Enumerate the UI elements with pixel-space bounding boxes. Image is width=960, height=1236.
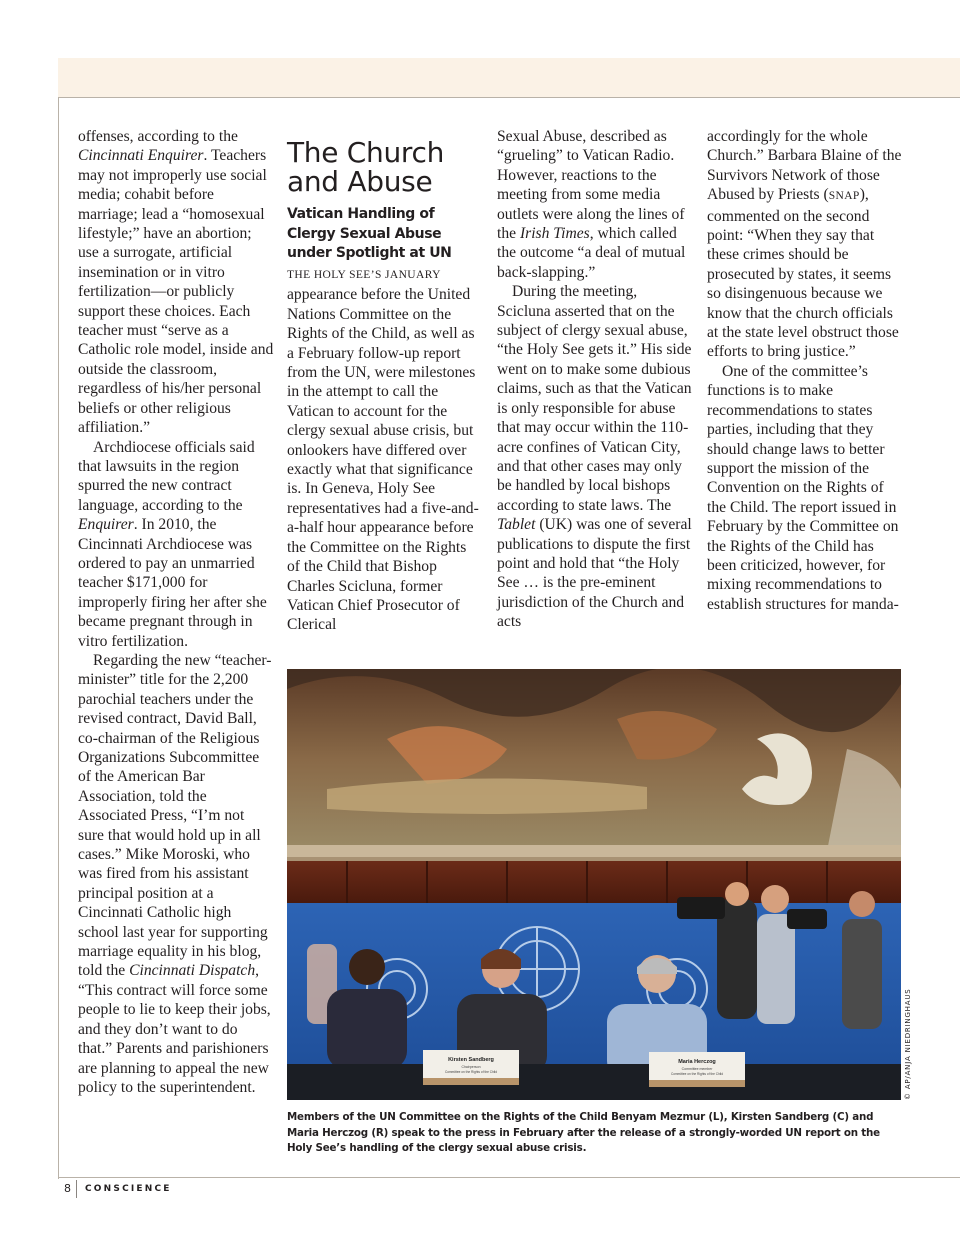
publication-name: CONSCIENCE — [85, 1184, 172, 1194]
paragraph: During the meeting, Scicluna asserted that on the subject of clergy sexual abuse, “the Holy See gets it.” His side went on to make some dubious claims, such as that the Vatican is only responsible for abuse that may occur within the 110-acre confines of Vatican City, and that other cases may only be handled by local bishops according to state laws. The Tablet (UK) was one of several publications to dispute the first point and hold that “the Holy See … is the pre-eminent jurisdiction of the Church and acts — [497, 283, 692, 631]
paragraph: Regarding the new “teacher-minister” title for the 2,200 parochial teachers under the revised contract, David Ball, co-chairman of the Religious Organizations Subcommittee of the American Bar Association, told the Associated Press, “I’m not sure that would hold up in all cases.” Mike Moroski, who was fired from his assistant principal position at a Cincinnati Catholic high school last year for supporting marriage equality in his blog, told the Cincinnati Dispatch, “This contract will force some people to lie to keep their jobs, and they don’t want to do that.” Parents and parishioners are planning to appeal the new policy to the superintendent. — [78, 651, 272, 1096]
svg-text:Committee member: Committee member — [681, 1067, 713, 1071]
footer-separator — [76, 1180, 77, 1198]
placard-left — [423, 1050, 519, 1085]
lead-in: THE HOLY SEE’S JANUARY — [287, 269, 441, 281]
paragraph: Archdiocese officials said that lawsuits in the region spurred the new contract language, according to the Enquirer. In 2010, the Cincinnati Archdiocese was ordered to pay an unmarried teacher $171,000 for improperly firing her after she became pregnant through in vitro fertilization. — [78, 438, 267, 650]
left-margin-rule — [58, 97, 59, 1179]
paragraph: offenses, according to the Cincinnati Enquirer. Teachers may not improperly use social media; cohabit before marriage; lead a “homosexual lifestyle;” have an abortion; use a surrogate, artificial insemination or in vitro fertilization—or publicly support these choices. Each teacher must “serve as a Catholic role model, inside and outside the classroom, regardless of his/her personal beliefs or other religious affiliation.” — [78, 128, 274, 437]
header-band — [58, 58, 960, 98]
svg-text:Chairperson: Chairperson — [461, 1065, 481, 1069]
photo-caption: Members of the UN Committee on the Rights of the Child Benyam Mezmur (L), Kirsten Sandberg (C) and Maria Herczog (R) speak to the press in February after the release of a strongly-worded UN report on the Holy See’s handling of the clergy sexual abuse crisis. — [287, 1111, 880, 1154]
svg-text:Committee on the Rights of the: Committee on the Rights of the Child — [444, 1070, 498, 1074]
svg-text:Kirsten Sandberg: Kirsten Sandberg — [448, 1057, 494, 1063]
article-column-2 — [287, 264, 483, 635]
press-conference-photo — [287, 669, 901, 1100]
paragraph: One of the committee’s functions is to make recommendations to states parties, including that they should change laws to better support the mission of the Convention on the Rights of the Child. The report issued in February by the Committee on the Rights of the Child has been criticized, however, for mixing recommendations to establish structures for manda- — [707, 362, 899, 613]
paragraph: accordingly for the whole Church.” Barbara Blaine of the Survivors Network of those Abused by Priests (SNAP), commented on the second point: “When they say that these crimes should be prosecuted by states, it seems so disingenuous because we know that the church officials at the state level obstruct those efforts to bring justice.” — [707, 128, 902, 361]
svg-text:Maria Herczog: Maria Herczog — [678, 1059, 716, 1065]
article-deck: Vatican Handling of Clergy Sexual Abuse under Spotlight at UN — [287, 206, 452, 261]
paragraph: Sexual Abuse, described as “grueling” to Vatican Radio. However, reactions to the meeting from some media outlets were along the lines of the Irish Times, which called the outcome “a deal of mutual back-slapping.” — [497, 128, 686, 281]
placard-right — [649, 1052, 745, 1087]
svg-text:Committee on the Rights of the: Committee on the Rights of the Child — [670, 1072, 724, 1076]
article-column-3 — [497, 127, 693, 632]
article-column-1 — [78, 127, 274, 1097]
article-column-4 — [707, 127, 903, 614]
photo-credit: © AP/ANJA NIEDRINGHAUS — [904, 988, 912, 1100]
page-number: 8 — [64, 1182, 71, 1195]
article-headline: The Church and Abuse — [287, 136, 445, 198]
footer-rule — [58, 1177, 960, 1178]
paragraph: THE HOLY SEE’S JANUARY appearance before the United Nations Committee on the Rights of the Child, as well as a February follow-up report from the UN, were milestones in the attempt to call the Vatican to account for the clergy sexual abuse crisis, but onlookers have differed over exactly what that significance is. In Geneva, Holy See representatives had a five-and-a-half hour appearance before the Committee on the Rights of the Child that Bishop Charles Scicluna, former Vatican Chief Prosecutor of Clerical — [287, 269, 479, 634]
